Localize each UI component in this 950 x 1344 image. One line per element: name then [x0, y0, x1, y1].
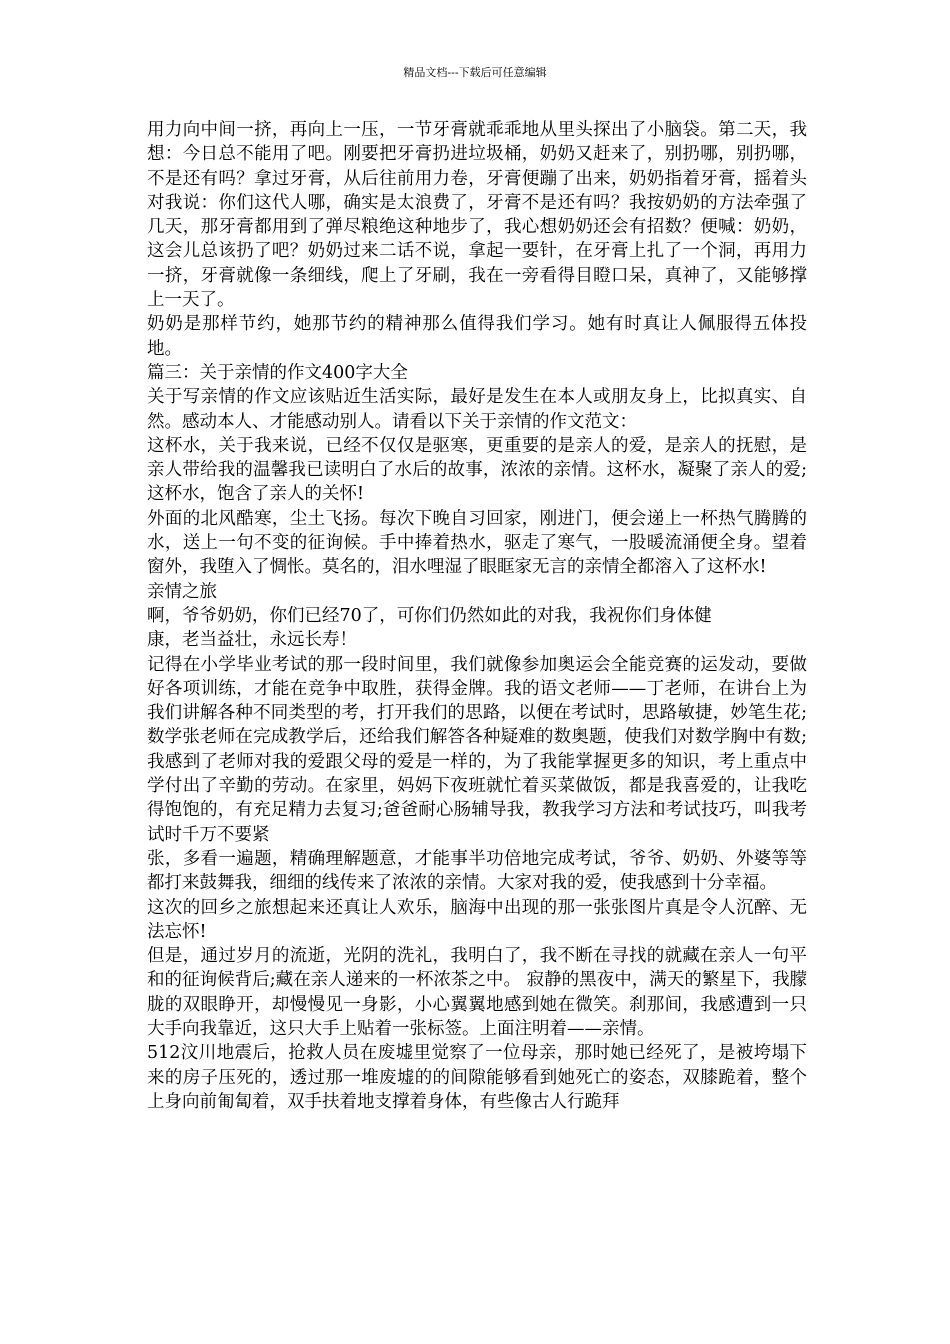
paragraph: 用力向中间一挤，再向上一压，一节牙膏就乖乖地从里头探出了小脑袋。第二天，我想：今日总不能用了吧。刚要把牙膏扔进垃圾桶，奶奶又赶来了，别扔哪，别扔哪，不是还有吗？拿过牙膏，从后往前用力卷，牙膏便蹦了出来，奶奶指着牙膏，摇着头对我说：你们这代人哪，确实是太浪费了，牙膏不是还有吗？我按奶奶的方法牵强了几天，那牙膏都用到了弹尽粮绝这种地步了，我心想奶奶还会有招数？便喊：奶奶，这会儿总该扔了吧？奶奶过来二话不说，拿起一要针，在牙膏上扎了一个洞，再用力一挤，牙膏就像一条细线，爬上了牙刷，我在一旁看得目瞪口呆，真神了，又能够撑上一天了。 — [147, 120, 807, 311]
paragraph: 关于写亲情的作文应该贴近生活实际，最好是发生在本人或朋友身上，比拟真实、自然。感动本人、才能感动别人。请看以下关于亲情的作文范文： — [147, 387, 807, 432]
page-header: 精品文档---下载后可任意编辑 — [403, 66, 547, 79]
paragraph: 512汶川地震后，抢救人员在废墟里觉察了一位母亲，那时她已经死了，是被垮塌下来的房子压死的，透过那一堆废墟的的间隙能够看到她死亡的姿态，双膝跪着，整个上身向前匍匐着，双手扶着地支撑着身体，有些像古人行跪拜 — [147, 1043, 807, 1112]
document-body — [147, 118, 807, 1114]
paragraph: 但是，通过岁月的流逝，光阴的洗礼，我明白了，我不断在寻找的就藏在亲人一句平和的征询候背后;藏在亲人递来的一杯浓茶之中。 寂静的黑夜中，满天的繁星下，我朦胧的双眼睁开，却慢慢见一身影，小心翼翼地感到她在微笑。刹那间，我感遭到一只大手向我靠近，这只大手上贴着一张标签。上面注明着——亲情。 — [147, 946, 807, 1039]
paragraph: 外面的北风酷寒，尘土飞扬。每次下晚自习回家，刚进门，便会递上一杯热气腾腾的水，送上一句不变的征询候。手中捧着热水，驱走了寒气，一股暖流涌便全身。望着窗外，我堕入了惆怅。莫名的，泪水哩湿了眼眶家无言的亲情全都溶入了这杯水! — [147, 508, 807, 578]
paragraph: 记得在小学毕业考试的那一段时间里，我们就像参加奥运会全能竞赛的运发动，要做好各项训练，才能在竞争中取胜，获得金牌。我的语文老师——丁老师，在讲台上为我们讲解各种不同类型的考，打开我们的思路，以便在考试时，思路敏捷，妙笔生花;数学张老师在完成教学后，还给我们解答各种疑难的数奥题，使我们对数学胸中有数;我感到了老师对我的爱跟父母的爱是一样的，为了我能掌握更多的知识，考上重点中学付出了辛勤的劳动。在家里，妈妈下夜班就忙着买菜做饭，都是我喜爱的，让我吃得饱饱的，有充足精力去复习;爸爸耐心肠辅导我，教我学习方法和考试技巧，叫我考试时千万不要紧 张，多看一遍题，精确理解题意，才能事半功倍地完成考试，爷爷、奶奶、外婆等等都打来鼓舞我，细细的线传来了浓浓的亲情。大家对我的爱，使我感到十分幸福。 — [147, 654, 807, 894]
subheading: 亲情之旅 — [147, 581, 217, 602]
paragraph: 奶奶是那样节约，她那节约的精神那么值得我们学习。她有时真让人佩服得五体投地。 — [147, 314, 807, 359]
paragraph: 这次的回乡之旅想起来还真让人欢乐，脑海中出现的那一张张图片真是令人沉醉、无法忘怀! — [147, 897, 807, 942]
section-heading: 篇三：关于亲情的作文400字大全 — [147, 362, 408, 383]
paragraph: 啊，爷爷奶奶，你们已经70了，可你们仍然如此的对我，我祝你们身体健 康，老当益壮，永远长寿！ — [147, 605, 712, 651]
paragraph: 这杯水，关于我来说，已经不仅仅是驱寒，更重要的是亲人的爱，是亲人的抚慰，是亲人带给我的温馨我已读明白了水后的故事，浓浓的亲情。这杯水，凝聚了亲人的爱;这杯水，饱含了亲人的关怀! — [147, 435, 807, 505]
